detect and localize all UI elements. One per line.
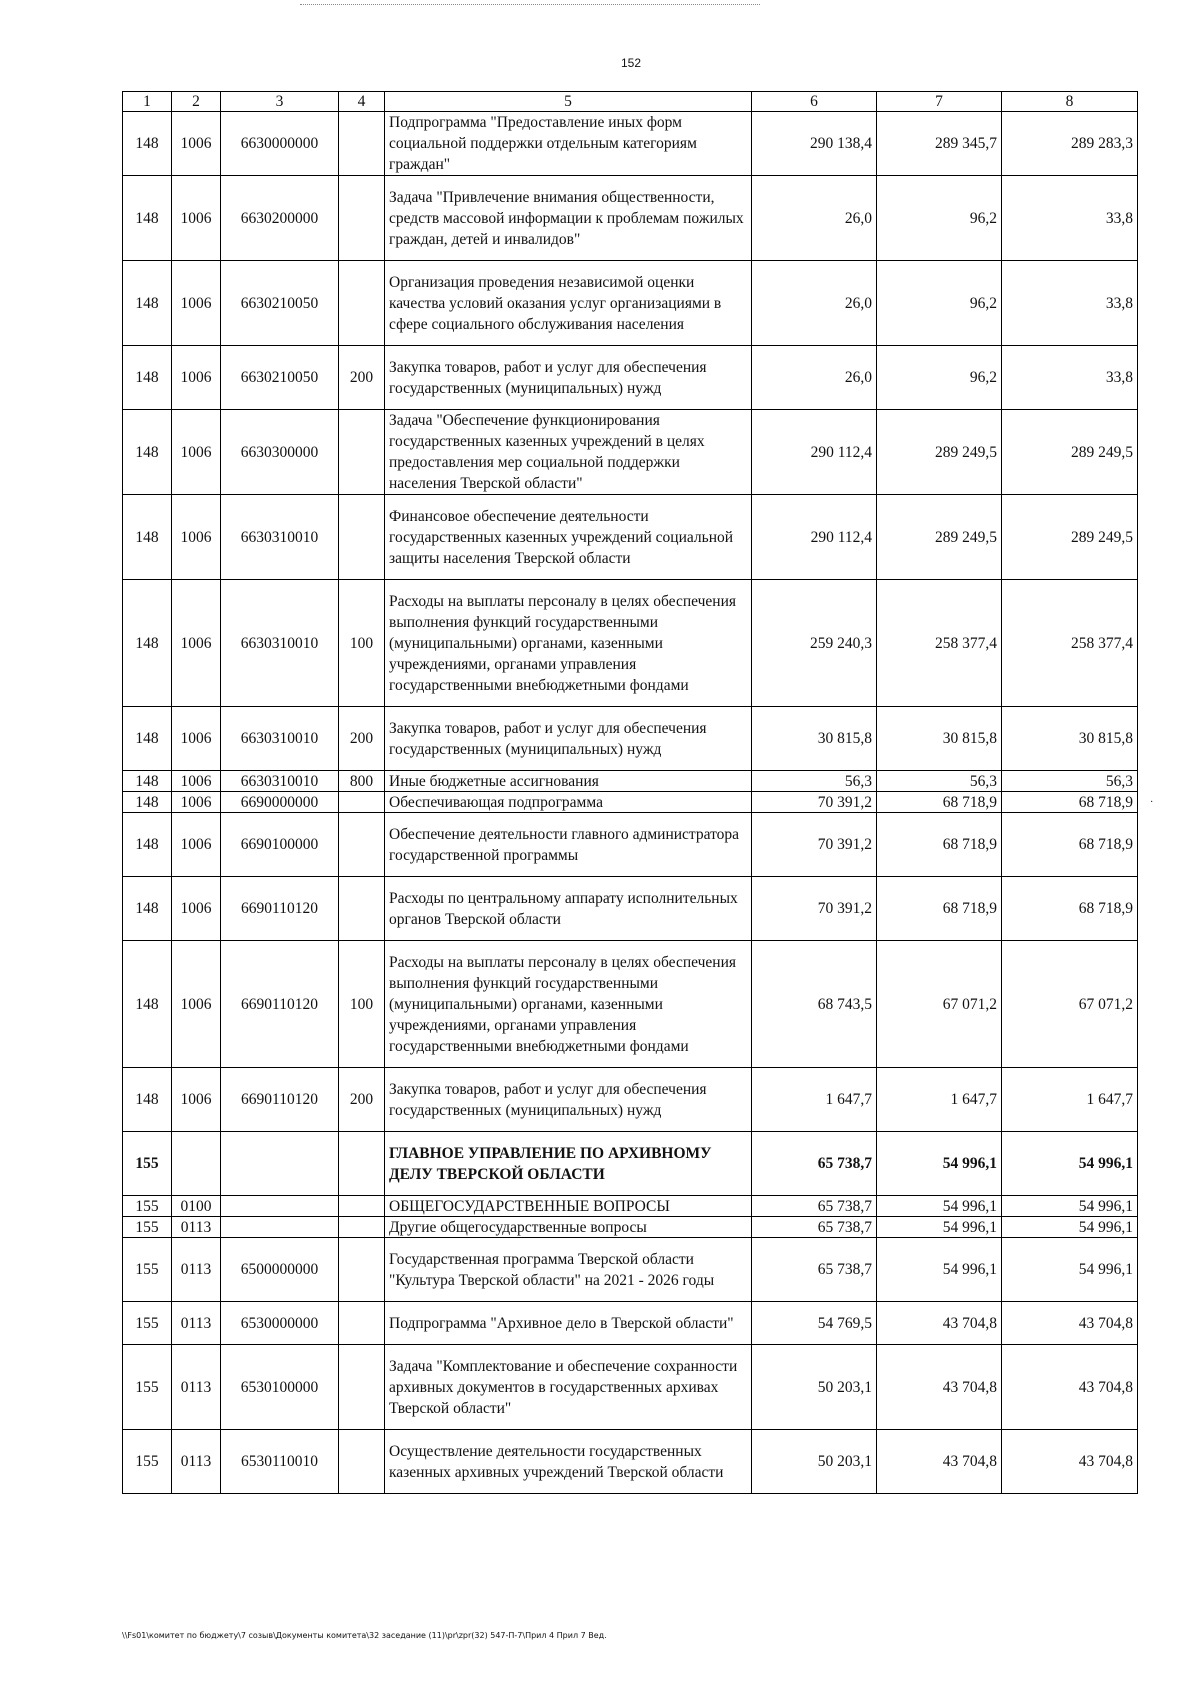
code-tselevaya-statya: 6630300000 (221, 410, 339, 495)
scan-artifact-line (300, 4, 760, 5)
table-row (123, 261, 1138, 346)
item-name: Финансовое обеспечение деятельности государственных казенных учреждений социальной защиты населения Тверской области (385, 495, 752, 580)
amount-2024: 259 240,3 (752, 580, 877, 707)
item-name: Иные бюджетные ассигнования (385, 771, 752, 792)
table-row (123, 176, 1138, 261)
table-row (123, 1196, 1138, 1217)
code-glava: 155 (123, 1217, 172, 1238)
table-row (123, 1238, 1138, 1302)
code-tselevaya-statya: 6690110120 (221, 877, 339, 941)
code-glava: 148 (123, 261, 172, 346)
code-razdel (172, 1132, 221, 1196)
code-vid-raskhodov (339, 261, 385, 346)
item-name: Другие общегосударственные вопросы (385, 1217, 752, 1238)
column-header: 8 (1002, 92, 1138, 112)
item-name: Организация проведения независимой оценки качества условий оказания услуг организациями в сфере социального обслуживания населения (385, 261, 752, 346)
code-vid-raskhodov: 200 (339, 707, 385, 771)
code-razdel: 1006 (172, 410, 221, 495)
item-name: Обеспечение деятельности главного администратора государственной программы (385, 813, 752, 877)
amount-2025: 68 718,9 (877, 792, 1002, 813)
amount-2025: 43 704,8 (877, 1345, 1002, 1430)
code-vid-raskhodov (339, 813, 385, 877)
code-glava: 148 (123, 1068, 172, 1132)
code-tselevaya-statya: 6630310010 (221, 707, 339, 771)
item-name: Задача "Обеспечение функционирования государственных казенных учреждений в целях предоставления мер социальной поддержки населения Тверской области" (385, 410, 752, 495)
table-row (123, 877, 1138, 941)
code-vid-raskhodov (339, 1302, 385, 1345)
code-vid-raskhodov (339, 1430, 385, 1494)
code-vid-raskhodov (339, 792, 385, 813)
amount-2025: 96,2 (877, 261, 1002, 346)
code-glava: 155 (123, 1302, 172, 1345)
amount-2026: 33,8 (1002, 346, 1138, 410)
amount-2026: 67 071,2 (1002, 941, 1138, 1068)
code-tselevaya-statya: 6690110120 (221, 1068, 339, 1132)
code-tselevaya-statya: 6630310010 (221, 771, 339, 792)
code-tselevaya-statya (221, 1217, 339, 1238)
amount-2025: 43 704,8 (877, 1430, 1002, 1494)
amount-2024: 54 769,5 (752, 1302, 877, 1345)
item-name: Государственная программа Тверской области "Культура Тверской области" на 2021 - 2026 годы (385, 1238, 752, 1302)
code-vid-raskhodov (339, 410, 385, 495)
item-name: Осуществление деятельности государственных казенных архивных учреждений Тверской области (385, 1430, 752, 1494)
code-razdel: 0113 (172, 1302, 221, 1345)
code-vid-raskhodov (339, 176, 385, 261)
code-razdel: 1006 (172, 707, 221, 771)
code-razdel: 1006 (172, 176, 221, 261)
code-glava: 148 (123, 771, 172, 792)
table-row (123, 771, 1138, 792)
code-razdel: 0113 (172, 1217, 221, 1238)
code-tselevaya-statya: 6690110120 (221, 941, 339, 1068)
table-row (123, 941, 1138, 1068)
column-header: 1 (123, 92, 172, 112)
amount-2024: 290 138,4 (752, 112, 877, 176)
amount-2024: 290 112,4 (752, 410, 877, 495)
amount-2026: 43 704,8 (1002, 1430, 1138, 1494)
amount-2024: 26,0 (752, 261, 877, 346)
amount-2024: 70 391,2 (752, 877, 877, 941)
code-tselevaya-statya: 6630310010 (221, 495, 339, 580)
code-razdel: 1006 (172, 813, 221, 877)
code-glava: 148 (123, 707, 172, 771)
amount-2026: 56,3 (1002, 771, 1138, 792)
amount-2026: 54 996,1 (1002, 1132, 1138, 1196)
item-name: ОБЩЕГОСУДАРСТВЕННЫЕ ВОПРОСЫ (385, 1196, 752, 1217)
amount-2025: 30 815,8 (877, 707, 1002, 771)
code-vid-raskhodov (339, 1238, 385, 1302)
amount-2025: 96,2 (877, 346, 1002, 410)
code-razdel: 1006 (172, 261, 221, 346)
amount-2024: 70 391,2 (752, 792, 877, 813)
item-name: Подпрограмма "Архивное дело в Тверской области" (385, 1302, 752, 1345)
code-vid-raskhodov (339, 495, 385, 580)
code-glava: 148 (123, 941, 172, 1068)
code-tselevaya-statya: 6530110010 (221, 1430, 339, 1494)
amount-2025: 54 996,1 (877, 1238, 1002, 1302)
table-row (123, 1132, 1138, 1196)
amount-2026: 54 996,1 (1002, 1238, 1138, 1302)
code-tselevaya-statya: 6530100000 (221, 1345, 339, 1430)
amount-2026: 33,8 (1002, 176, 1138, 261)
code-vid-raskhodov: 200 (339, 1068, 385, 1132)
code-vid-raskhodov (339, 1132, 385, 1196)
code-tselevaya-statya: 6690100000 (221, 813, 339, 877)
code-vid-raskhodov (339, 1217, 385, 1238)
column-number-header (123, 92, 1138, 112)
code-vid-raskhodov: 200 (339, 346, 385, 410)
amount-2026: 68 718,9 (1002, 877, 1138, 941)
amount-2024: 290 112,4 (752, 495, 877, 580)
amount-2024: 26,0 (752, 176, 877, 261)
amount-2025: 258 377,4 (877, 580, 1002, 707)
amount-2024: 26,0 (752, 346, 877, 410)
budget-table (122, 91, 1138, 1494)
code-razdel: 0113 (172, 1238, 221, 1302)
code-tselevaya-statya: 6630210050 (221, 261, 339, 346)
code-razdel: 1006 (172, 495, 221, 580)
amount-2024: 65 738,7 (752, 1132, 877, 1196)
code-tselevaya-statya (221, 1132, 339, 1196)
code-glava: 148 (123, 580, 172, 707)
amount-2025: 54 996,1 (877, 1132, 1002, 1196)
amount-2025: 289 345,7 (877, 112, 1002, 176)
code-glava: 155 (123, 1196, 172, 1217)
amount-2025: 56,3 (877, 771, 1002, 792)
amount-2025: 289 249,5 (877, 410, 1002, 495)
table-row (123, 1302, 1138, 1345)
amount-2026: 43 704,8 (1002, 1302, 1138, 1345)
amount-2024: 30 815,8 (752, 707, 877, 771)
code-razdel: 0100 (172, 1196, 221, 1217)
amount-2025: 54 996,1 (877, 1217, 1002, 1238)
amount-2024: 70 391,2 (752, 813, 877, 877)
amount-2025: 43 704,8 (877, 1302, 1002, 1345)
table-row (123, 1068, 1138, 1132)
amount-2025: 67 071,2 (877, 941, 1002, 1068)
column-header: 6 (752, 92, 877, 112)
budget-table-container (122, 91, 1137, 1494)
amount-2025: 68 718,9 (877, 877, 1002, 941)
amount-2026: 258 377,4 (1002, 580, 1138, 707)
item-name: Расходы по центральному аппарату исполнительных органов Тверской области (385, 877, 752, 941)
code-vid-raskhodov (339, 112, 385, 176)
column-header: 3 (221, 92, 339, 112)
item-name: Закупка товаров, работ и услуг для обеспечения государственных (муниципальных) нужд (385, 1068, 752, 1132)
item-name: Подпрограмма "Предоставление иных форм социальной поддержки отдельным категориям граждан" (385, 112, 752, 176)
amount-2024: 50 203,1 (752, 1345, 877, 1430)
item-name: Закупка товаров, работ и услуг для обеспечения государственных (муниципальных) нужд (385, 346, 752, 410)
amount-2024: 65 738,7 (752, 1238, 877, 1302)
table-row (123, 813, 1138, 877)
code-glava: 148 (123, 346, 172, 410)
scan-speck: · (1150, 797, 1154, 808)
table-row (123, 1217, 1138, 1238)
amount-2024: 68 743,5 (752, 941, 877, 1068)
code-vid-raskhodov (339, 1196, 385, 1217)
table-row (123, 410, 1138, 495)
code-tselevaya-statya: 6530000000 (221, 1302, 339, 1345)
code-glava: 155 (123, 1430, 172, 1494)
item-name: Расходы на выплаты персоналу в целях обеспечения выполнения функций государственными (муниципальными) органами, казенными учреждениями, органами управления государственными внебюджетными фондами (385, 580, 752, 707)
code-razdel: 1006 (172, 877, 221, 941)
table-row (123, 707, 1138, 771)
code-vid-raskhodov (339, 1345, 385, 1430)
code-razdel: 1006 (172, 771, 221, 792)
amount-2025: 96,2 (877, 176, 1002, 261)
amount-2026: 68 718,9 (1002, 813, 1138, 877)
item-name: ГЛАВНОЕ УПРАВЛЕНИЕ ПО АРХИВНОМУ ДЕЛУ ТВЕРСКОЙ ОБЛАСТИ (385, 1132, 752, 1196)
item-name: Расходы на выплаты персоналу в целях обеспечения выполнения функций государственными (муниципальными) органами, казенными учреждениями, органами управления государственными внебюджетными фондами (385, 941, 752, 1068)
page-number: 152 (620, 56, 642, 70)
amount-2026: 68 718,9 (1002, 792, 1138, 813)
code-vid-raskhodov: 100 (339, 941, 385, 1068)
code-tselevaya-statya: 6500000000 (221, 1238, 339, 1302)
column-header: 7 (877, 92, 1002, 112)
amount-2024: 56,3 (752, 771, 877, 792)
amount-2026: 30 815,8 (1002, 707, 1138, 771)
item-name: Обеспечивающая подпрограмма (385, 792, 752, 813)
code-glava: 148 (123, 176, 172, 261)
code-glava: 148 (123, 495, 172, 580)
amount-2025: 54 996,1 (877, 1196, 1002, 1217)
code-razdel: 1006 (172, 1068, 221, 1132)
amount-2026: 54 996,1 (1002, 1217, 1138, 1238)
table-row (123, 792, 1138, 813)
code-tselevaya-statya: 6630000000 (221, 112, 339, 176)
code-glava: 148 (123, 813, 172, 877)
code-vid-raskhodov: 100 (339, 580, 385, 707)
table-row (123, 1430, 1138, 1494)
table-row (123, 346, 1138, 410)
amount-2026: 54 996,1 (1002, 1196, 1138, 1217)
code-tselevaya-statya: 6690000000 (221, 792, 339, 813)
code-glava: 155 (123, 1132, 172, 1196)
amount-2024: 1 647,7 (752, 1068, 877, 1132)
table-row (123, 580, 1138, 707)
code-razdel: 1006 (172, 792, 221, 813)
code-tselevaya-statya: 6630200000 (221, 176, 339, 261)
code-glava: 155 (123, 1238, 172, 1302)
code-razdel: 1006 (172, 346, 221, 410)
code-vid-raskhodov: 800 (339, 771, 385, 792)
code-tselevaya-statya: 6630210050 (221, 346, 339, 410)
file-path-footer: \\Fs01\комитет по бюджету\7 созыв\Документы комитета\32 заседание (11)\pr\zpr(32) 547-П-7\Прил 4 Прил 7 Вед. (122, 1631, 607, 1640)
code-razdel: 1006 (172, 112, 221, 176)
code-tselevaya-statya (221, 1196, 339, 1217)
code-tselevaya-statya: 6630310010 (221, 580, 339, 707)
code-vid-raskhodov (339, 877, 385, 941)
code-razdel: 1006 (172, 580, 221, 707)
amount-2025: 68 718,9 (877, 813, 1002, 877)
amount-2026: 43 704,8 (1002, 1345, 1138, 1430)
amount-2026: 289 249,5 (1002, 495, 1138, 580)
amount-2024: 65 738,7 (752, 1217, 877, 1238)
amount-2024: 65 738,7 (752, 1196, 877, 1217)
code-razdel: 0113 (172, 1345, 221, 1430)
amount-2025: 289 249,5 (877, 495, 1002, 580)
amount-2026: 1 647,7 (1002, 1068, 1138, 1132)
code-razdel: 0113 (172, 1430, 221, 1494)
item-name: Задача "Привлечение внимания общественности, средств массовой информации к проблемам пожилых граждан, детей и инвалидов" (385, 176, 752, 261)
column-header: 5 (385, 92, 752, 112)
item-name: Задача "Комплектование и обеспечение сохранности архивных документов в государственных архивах Тверской области" (385, 1345, 752, 1430)
amount-2026: 289 249,5 (1002, 410, 1138, 495)
amount-2026: 33,8 (1002, 261, 1138, 346)
code-glava: 148 (123, 792, 172, 813)
code-glava: 148 (123, 877, 172, 941)
amount-2026: 289 283,3 (1002, 112, 1138, 176)
column-header: 2 (172, 92, 221, 112)
code-razdel: 1006 (172, 941, 221, 1068)
column-header: 4 (339, 92, 385, 112)
table-row (123, 112, 1138, 176)
amount-2024: 50 203,1 (752, 1430, 877, 1494)
code-glava: 148 (123, 112, 172, 176)
code-glava: 155 (123, 1345, 172, 1430)
table-row (123, 1345, 1138, 1430)
item-name: Закупка товаров, работ и услуг для обеспечения государственных (муниципальных) нужд (385, 707, 752, 771)
table-row (123, 495, 1138, 580)
amount-2025: 1 647,7 (877, 1068, 1002, 1132)
code-glava: 148 (123, 410, 172, 495)
